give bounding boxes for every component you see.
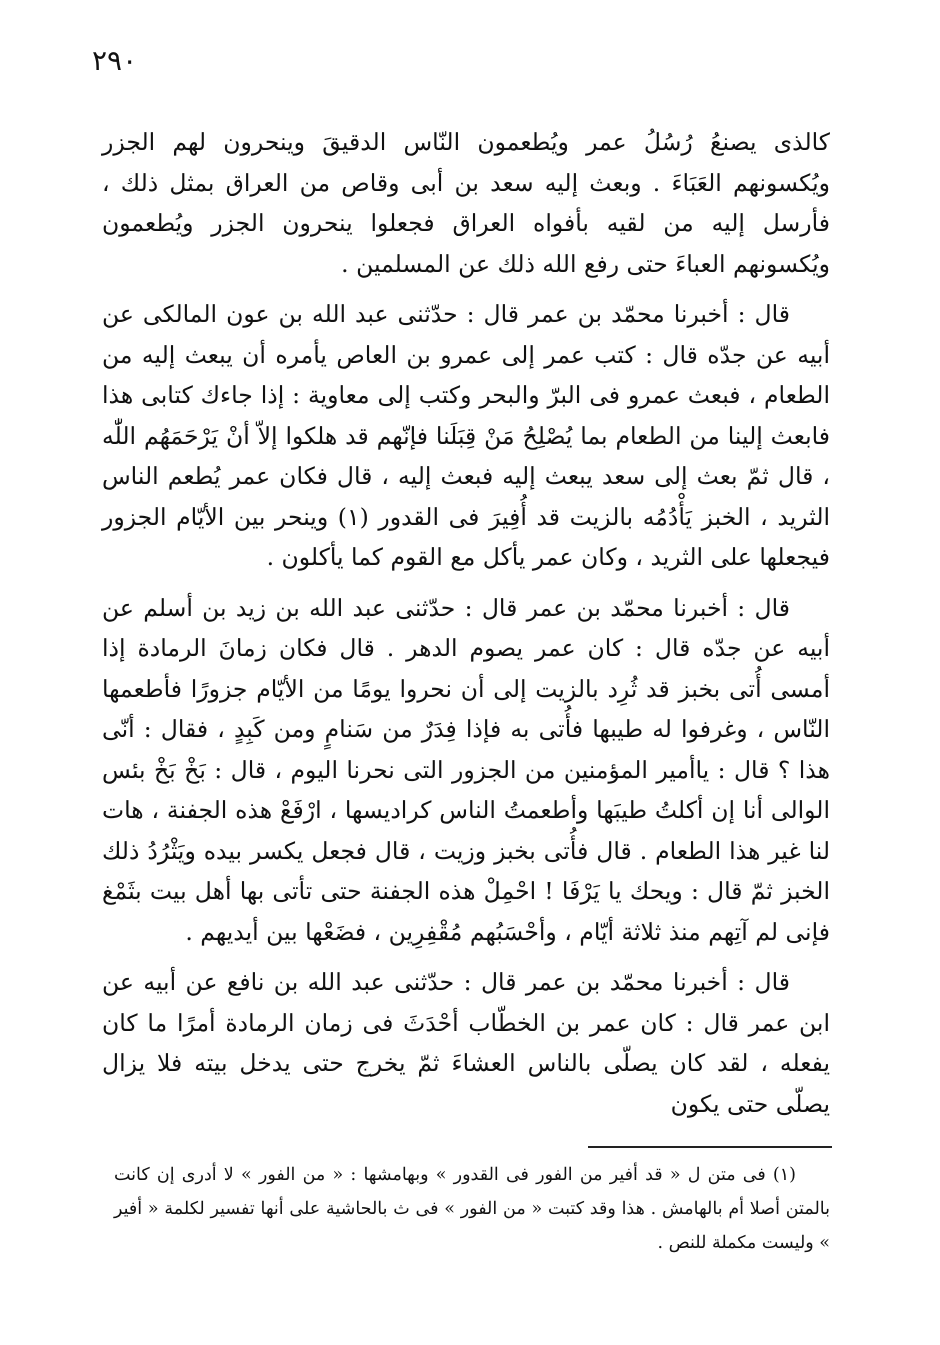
paragraph: كالذى يصنعُ رُسُلُ عمر ويُطعمون النّاس الدقيقَ وينحرون لهم الجزر ويُكسونهم العَبَاءَ . وبعث إليه سعد بن أبى وقاص من العراق بمثل ذلك ، فأرسل إليه من لقيه بأفواه العراق فجعلوا ينحرون الجزر ويُطعمون ويُكسونهم العباءَ حتى رفع الله ذلك عن المسلمين .: [102, 128, 830, 278]
paragraph: قال : أخبرنا محمّد بن عمر قال : حدّثنى عبد الله بن نافع عن أبيه عن ابن عمر قال : كان عمر بن الخطّاب أحْدَثَ فى زمان الرمادة أمرًا ما كان يفعله ، لقد كان يصلّى بالناس العشاءَ ثمّ يخرج حتى يدخل بيته فلا يزال يصلّى حتى يكون: [102, 968, 830, 1118]
footnote-divider: [588, 1146, 832, 1148]
paragraph: قال : أخبرنا محمّد بن عمر قال : حدّثنى عبد الله بن عون المالكى عن أبيه عن جدّه قال : كتب عمر إلى عمرو بن العاص يأمره أن يبعث إليه من الطعام ، فبعث عمرو فى البرّ والبحر وكتب إلى معاوية : إذا جاءك كتابى هذا فابعث إلينا من الطعام بما يُصْلِحُ مَنْ قِبَلَنا فإنّهم قد هلكوا إلاّ أنْ يَرْحَمَهُم اللّٰه ، قال ثمّ بعث إلى سعد يبعث إليه فبعث إليه ، قال فكان عمر يُطعم الناس الثريد ، الخبز يَأْدُمُه بالزيت قد أُفِيرَ فى القدور (١) وينحر بين الأيّام الجزور فيجعلها على الثريد ، وكان عمر يأكل مع القوم كما يأكلون .: [102, 300, 831, 571]
paragraph: قال : أخبرنا محمّد بن عمر قال : حدّثنى عبد الله بن زيد بن أسلم عن أبيه عن جدّه قال : كان عمر يصوم الدهر . قال فكان زمانَ الرمادة إذا أمسى أُتى بخبز قد ثُرِد بالزيت إلى أن نحروا يومًا من الأيّام جزورًا فأطعمها النّاس ، وغرفوا له طيبها فأُتى به فإذا فِدَرٌ من سَنامٍ ومن كَبِدٍ ، فقال : أنّى هذا ؟ قال : ياأمير المؤمنين من الجزور التى نحرنا اليوم ، قال : بَخْ بَخْ بئس الوالى أنا إن أكلتُ طيبَها وأطعمتُ الناس كراديسها ، ارْفَعْ هذه الجفنة ، هات لنا غير هذا الطعام . قال فأُتى بخبز وزيت ، قال فجعل يكسر بيده ويَثْرُدُ ذلك الخبز ثمّ قال : ويحك يا يَرْفَا ! احْمِلْ هذه الجفنة حتى تأتى بها أهل بيت بثَمْغ فإنى لم آتِهم منذ ثلاثة أيّام ، وأحْسَبُهم مُقْفِرِين ، فضَعْها بين أيديهم .: [102, 593, 830, 946]
footnotes: [114, 1158, 830, 1260]
footnote: (١) فى متن ل « قد أفير من الفور فى القدور » وبهامشها : « من الفور » لا أدرى إن كانت بالمتن أصلا أم بالهامش . هذا وقد كتبت « من الفور » فى ث بالحاشية على أنها تفسير لكلمة « أفير » وليست مكملة للنص .: [114, 1165, 830, 1253]
main-text: [102, 122, 830, 1134]
page-number: ٢٩٠: [92, 44, 138, 77]
